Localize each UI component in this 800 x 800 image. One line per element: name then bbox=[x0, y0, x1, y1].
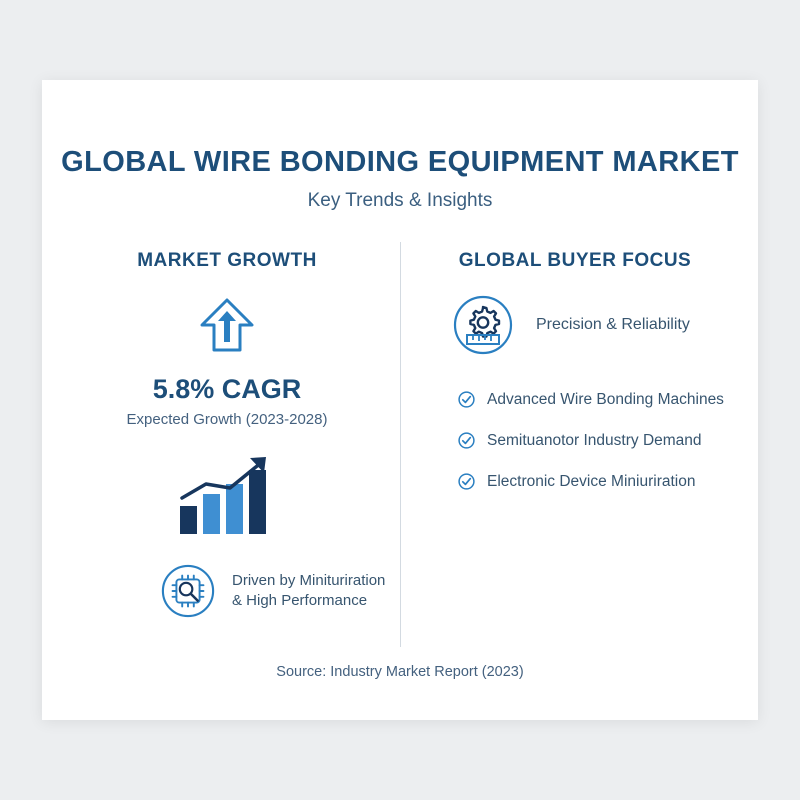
cagr-value: 5.8% CAGR bbox=[152, 374, 302, 404]
page-subtitle: Key Trends & Insights bbox=[307, 190, 493, 211]
list-item-label: Advanced Wire Bonding Machines bbox=[487, 391, 724, 408]
buyer-focus-heading: GLOBAL BUYER FOCUS bbox=[458, 250, 692, 271]
column-divider bbox=[400, 242, 401, 647]
precision-reliability-item bbox=[410, 294, 740, 356]
source-note: Source: Industry Market Report (2023) bbox=[276, 664, 524, 680]
check-circle-icon bbox=[458, 391, 475, 408]
buyer-focus-column bbox=[410, 250, 740, 512]
up-arrow-icon-wrap bbox=[62, 294, 392, 360]
microchip-magnifier-icon bbox=[160, 562, 216, 620]
gear-ruler-icon bbox=[452, 294, 514, 356]
bar-chart-trend-icon-wrap bbox=[62, 454, 392, 538]
growth-driver-label: Driven by Minituriration & High Performance bbox=[232, 572, 386, 609]
list-item bbox=[458, 472, 740, 493]
list-item-label: Electronic Device Miniuriration bbox=[487, 472, 696, 490]
market-growth-heading: MARKET GROWTH bbox=[137, 250, 317, 271]
infographic-card bbox=[42, 80, 758, 720]
list-item bbox=[458, 390, 740, 411]
check-circle-icon bbox=[458, 473, 475, 490]
buyer-focus-list bbox=[410, 390, 740, 492]
up-arrow-icon bbox=[192, 294, 262, 360]
list-item bbox=[458, 431, 740, 452]
page-title: GLOBAL WIRE BONDING EQUIPMENT MARKET bbox=[61, 146, 739, 178]
market-growth-column bbox=[62, 250, 392, 620]
cagr-note: Expected Growth (2023-2028) bbox=[126, 411, 328, 428]
check-circle-icon bbox=[458, 432, 475, 449]
bar-chart-trend-icon bbox=[174, 454, 280, 538]
growth-driver bbox=[62, 562, 392, 620]
list-item-label: Semituanotor Industry Demand bbox=[487, 431, 702, 449]
precision-reliability-label: Precision & Reliability bbox=[536, 316, 690, 333]
